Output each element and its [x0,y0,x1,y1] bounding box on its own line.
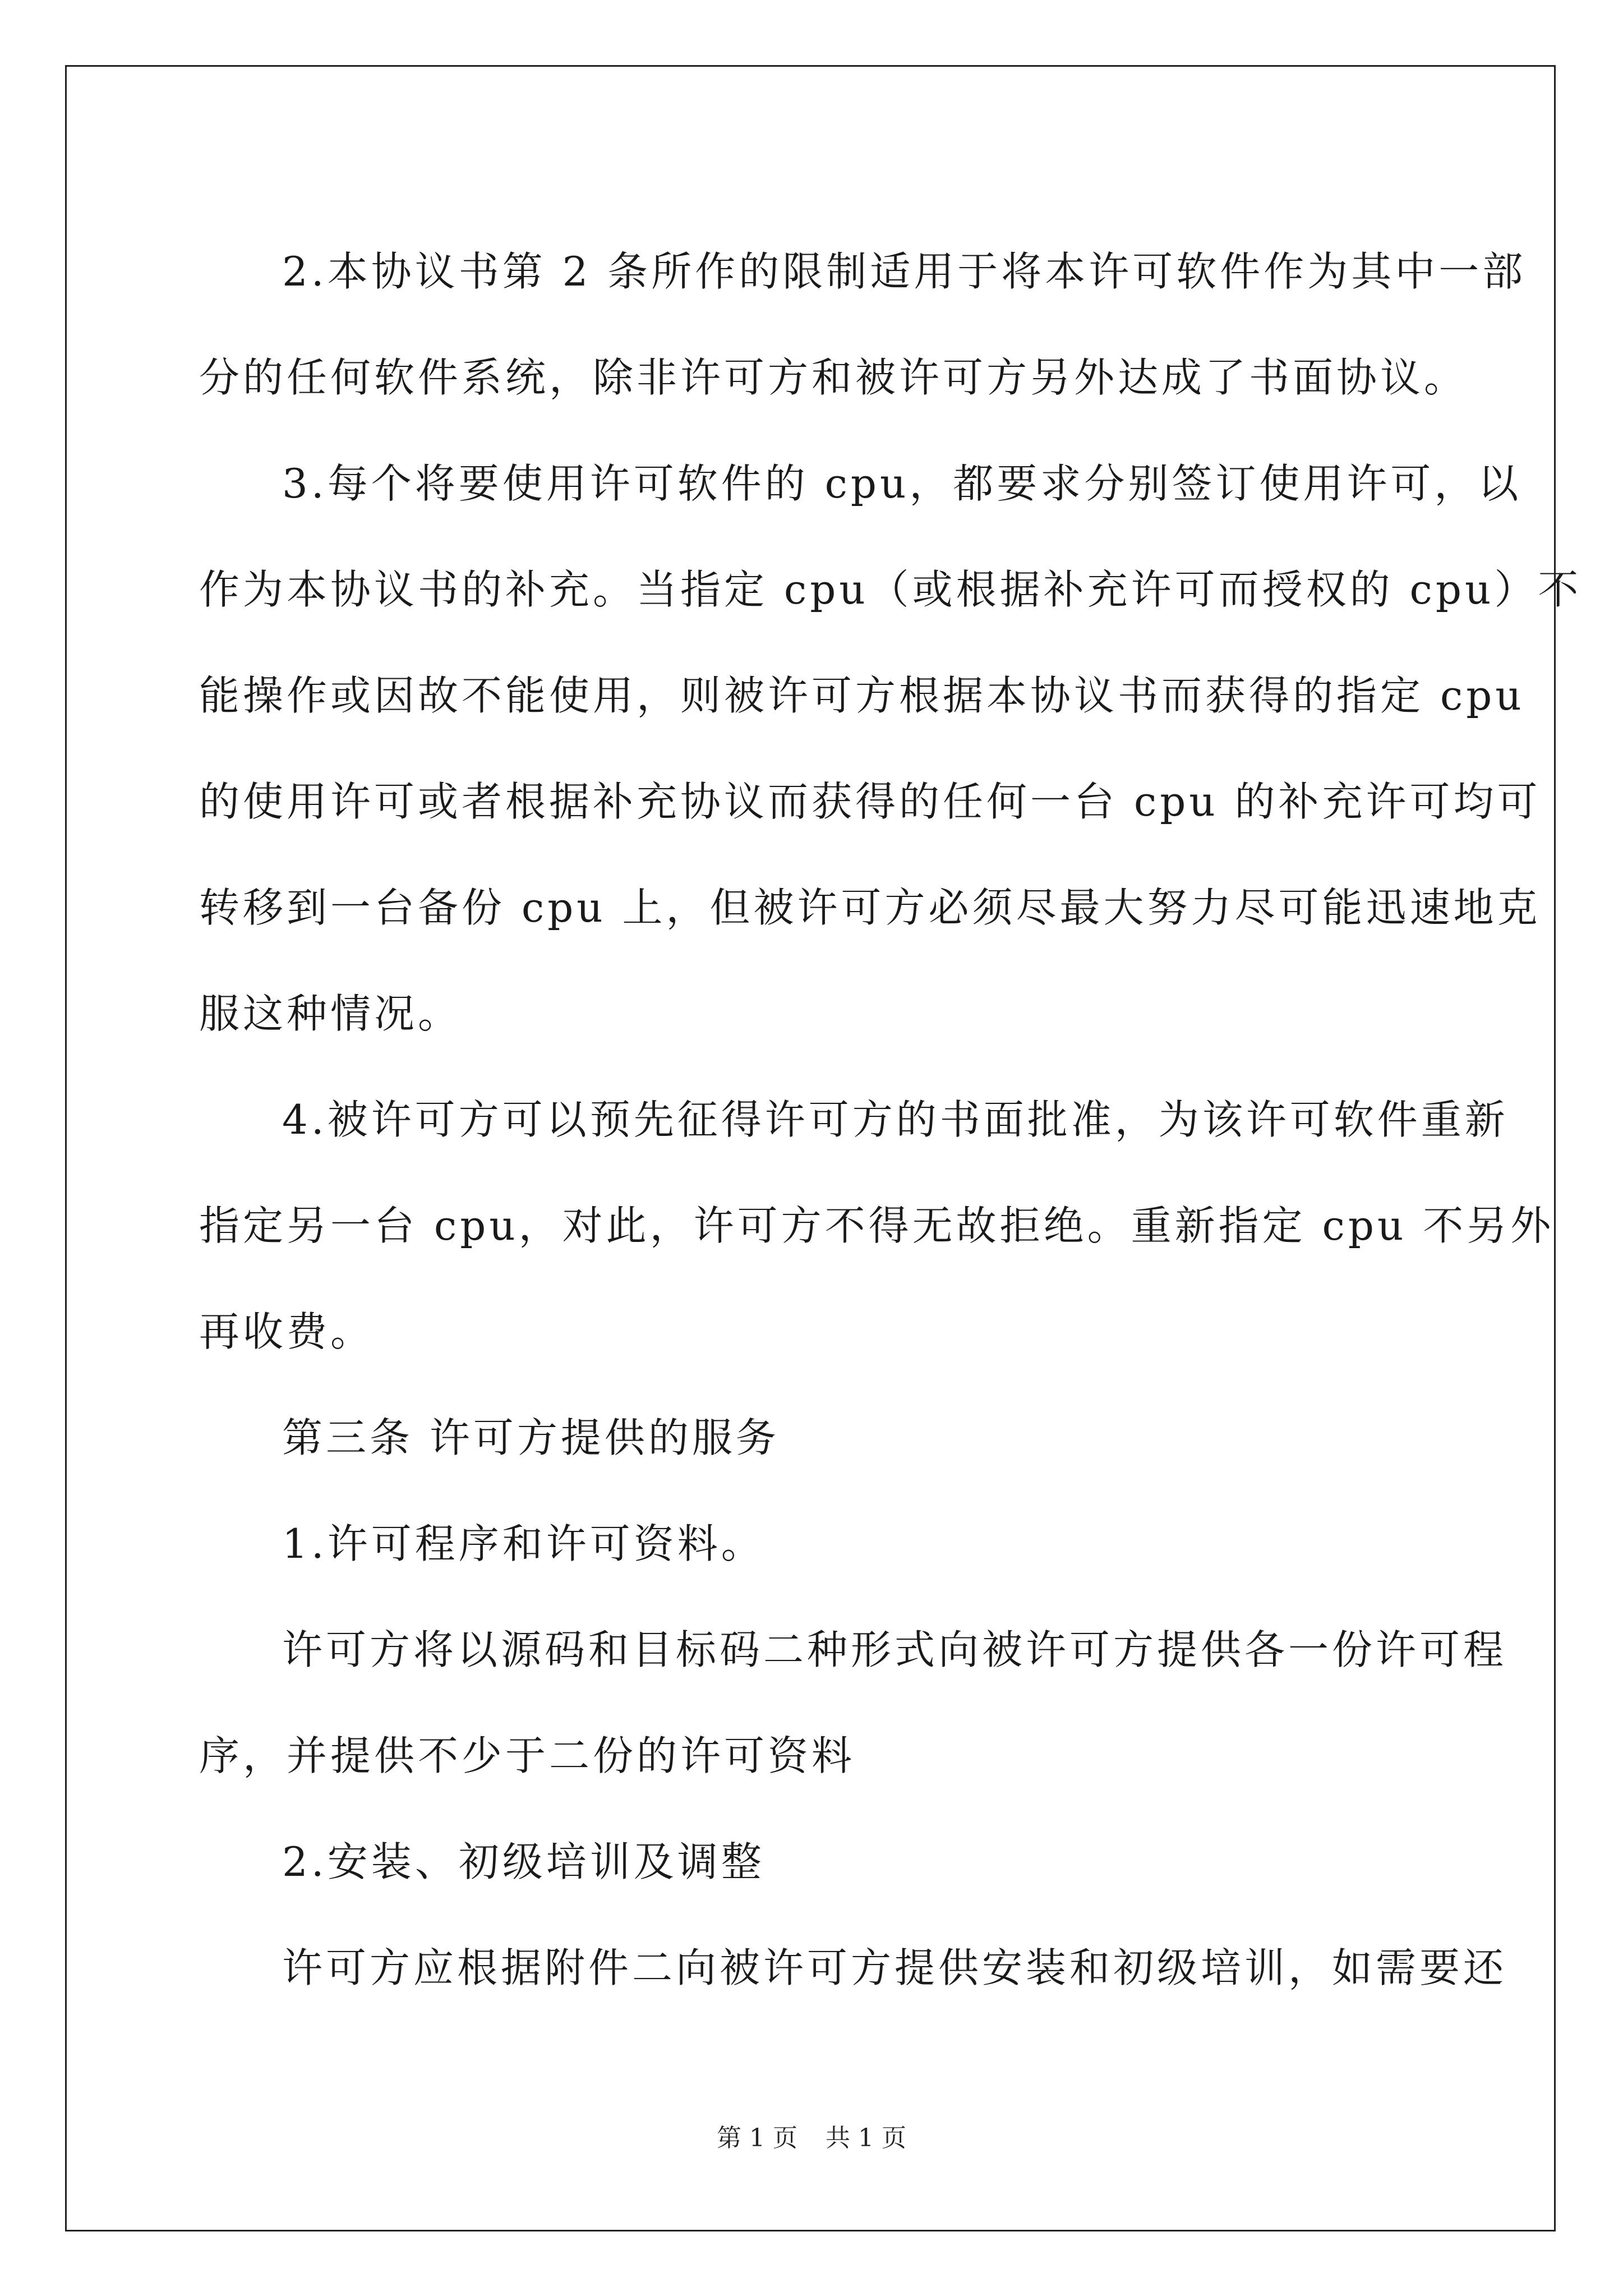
text-line: 再收费。 [199,1308,375,1355]
page-footer [0,2122,1623,2155]
text-line: 1.许可程序和许可资料。 [282,1520,765,1567]
text-line: 服这种情况。 [199,990,462,1037]
text-line: 分的任何软件系统，除非许可方和被许可方另外达成了书面协议。 [199,354,1468,401]
text-line: 的使用许可或者根据补充协议而获得的任何一台 cpu 的补充许可均可 [199,778,1541,825]
text-line: 序，并提供不少于二份的许可资料 [199,1732,856,1779]
text-line: 4.被许可方可以预先征得许可方的书面批准，为该许可软件重新 [282,1096,1509,1143]
section-heading: 第三条 许可方提供的服务 [282,1414,780,1461]
text-line: 2.安装、初级培训及调整 [282,1838,765,1885]
text-line: 2.本协议书第 2 条所作的限制适用于将本许可软件作为其中一部 [282,248,1527,295]
document-body [199,219,1582,2021]
text-line: 许可方将以源码和目标码二种形式向被许可方提供各一份许可程 [282,1626,1507,1673]
text-line: 许可方应根据附件二向被许可方提供安装和初级培训，如需要还 [282,1944,1507,1991]
text-line: 3.每个将要使用许可软件的 cpu，都要求分别签订使用许可，以 [282,460,1522,507]
text-line: 转移到一台备份 cpu 上，但被许可方必须尽最大努力尽可能迅速地克 [199,884,1541,931]
text-line: 作为本协议书的补充。当指定 cpu（或根据补充许可而授权的 cpu）不 [199,566,1582,613]
page-total: 共 1 页 [826,2124,906,2152]
text-line: 能操作或因故不能使用，则被许可方根据本协议书而获得的指定 cpu [199,672,1525,719]
page-number: 第 1 页 [717,2124,797,2152]
text-line: 指定另一台 cpu，对此，许可方不得无故拒绝。重新指定 cpu 不另外 [199,1202,1555,1249]
